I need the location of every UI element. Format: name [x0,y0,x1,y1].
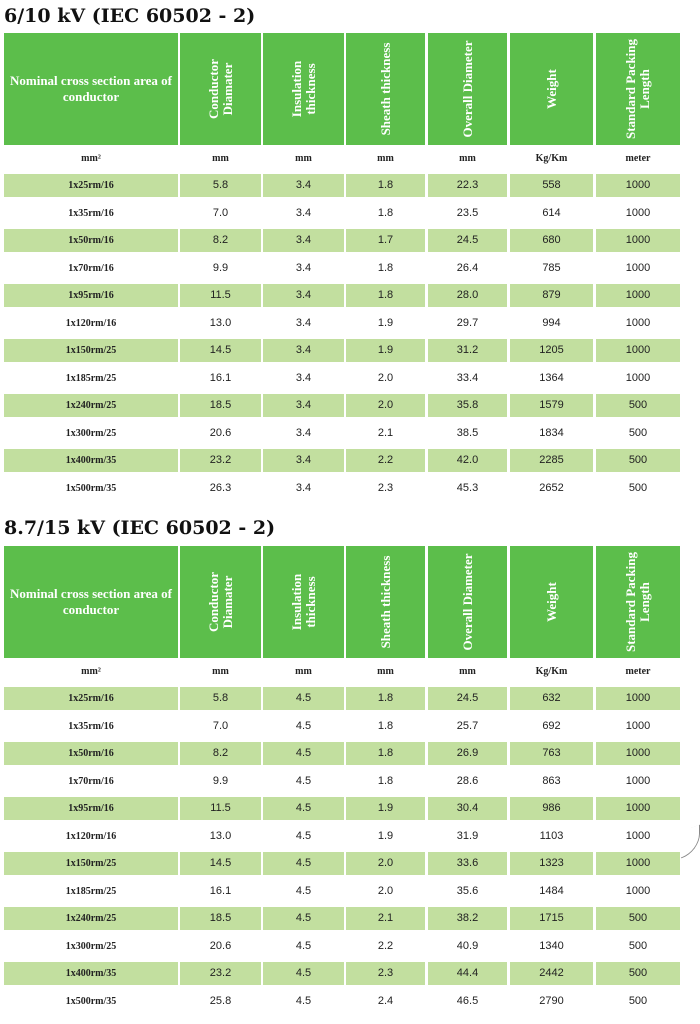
cell-overall-diameter: 30.4 [428,797,507,820]
table-row [4,686,680,714]
cell-packing-length: 1000 [625,719,651,732]
cell-weight: 763 [510,742,593,765]
table-row [4,201,680,229]
unit-overall: mm [459,666,476,677]
cell-insulation-thickness: 4.5 [295,719,312,732]
cell-cross-section: 1x70rm/16 [68,262,114,274]
header-standard-packing-length-label: Standard Packing Length [623,38,652,140]
section-title-6-10kv: 6/10 kV (IEC 60502 - 2) [4,5,256,27]
cell-weight: 863 [542,774,561,787]
cell-packing-length: 1000 [625,316,651,329]
cell-sheath-thickness: 1.7 [346,229,425,252]
cell-packing-length: 500 [596,907,680,930]
cell-conductor-diameter: 8.2 [180,229,261,252]
cell-weight: 879 [510,284,593,307]
unit-insulation: mm [295,666,312,677]
unit-weight: Kg/Km [535,666,568,677]
cell-cross-section: 1x300rm/25 [65,427,117,439]
cell-sheath-thickness: 1.9 [346,797,425,820]
unit-area: mm² [81,153,101,164]
header-overall-diameter-label: Overall Diameter [459,40,475,138]
cell-insulation-thickness: 4.5 [295,939,312,952]
table-row [4,741,680,769]
cell-insulation-thickness: 3.4 [263,284,344,307]
cell-cross-section: 1x185rm/25 [65,372,117,384]
table-row [4,934,680,962]
cell-cross-section: 1x95rm/16 [4,284,178,307]
cell-overall-diameter: 24.5 [428,687,507,710]
cell-conductor-diameter: 14.5 [180,852,261,875]
units-row [4,658,680,686]
cell-insulation-thickness: 3.4 [263,394,344,417]
cell-packing-length: 500 [628,481,648,494]
table-row [4,796,680,824]
header-sheath-thickness-label: Sheath thickness [377,555,393,649]
cell-packing-length: 1000 [596,174,680,197]
cell-weight: 1205 [510,339,593,362]
cell-insulation-thickness: 3.4 [295,316,312,329]
cell-insulation-thickness: 3.4 [263,449,344,472]
cell-conductor-diameter: 9.9 [212,261,229,274]
cell-sheath-thickness: 1.8 [377,206,394,219]
cell-conductor-diameter: 25.8 [209,994,232,1007]
cell-sheath-thickness: 2.4 [377,994,394,1007]
header-overall-diameter [428,546,507,658]
header-insulation-thickness [263,33,344,145]
section-title-8-7-15kv: 8.7/15 kV (IEC 60502 - 2) [4,517,276,539]
cell-conductor-diameter: 16.1 [209,884,232,897]
cell-weight: 1484 [539,884,564,897]
header-standard-packing-length [596,546,680,658]
unit-overall: mm [459,153,476,164]
cell-insulation-thickness: 4.5 [263,907,344,930]
table-row [4,228,680,256]
cell-packing-length: 500 [628,426,648,439]
cell-conductor-diameter: 20.6 [209,939,232,952]
cell-overall-diameter: 28.6 [456,774,479,787]
cell-cross-section: 1x50rm/16 [4,229,178,252]
cell-insulation-thickness: 3.4 [295,481,312,494]
cell-insulation-thickness: 3.4 [295,371,312,384]
cell-cross-section: 1x95rm/16 [4,797,178,820]
cell-cross-section: 1x35rm/16 [68,207,114,219]
cell-packing-length: 1000 [625,884,651,897]
header-conductor-diameter [180,546,261,658]
cell-overall-diameter: 33.4 [456,371,479,384]
table-row [4,256,680,284]
cell-conductor-diameter: 23.2 [180,962,261,985]
cell-weight: 986 [510,797,593,820]
cell-sheath-thickness: 1.8 [346,284,425,307]
cell-insulation-thickness: 4.5 [263,742,344,765]
cell-cross-section: 1x120rm/16 [65,830,117,842]
table-header [4,33,680,145]
cell-weight: 1579 [510,394,593,417]
table-row [4,476,680,504]
cell-overall-diameter: 35.6 [456,884,479,897]
header-weight-label: Weight [543,69,559,109]
cell-weight: 692 [542,719,561,732]
cell-overall-diameter: 26.4 [456,261,479,274]
cell-cross-section: 1x25rm/16 [4,687,178,710]
table-row [4,338,680,366]
cell-conductor-diameter: 18.5 [180,907,261,930]
cell-cross-section: 1x500rm/35 [65,482,117,494]
header-weight [510,546,593,658]
cell-packing-length: 1000 [596,852,680,875]
cell-weight: 680 [510,229,593,252]
header-sheath-thickness [346,546,425,658]
cell-packing-length: 1000 [596,742,680,765]
header-overall-diameter-label: Overall Diameter [459,553,475,651]
cell-weight: 1715 [510,907,593,930]
table-body [4,686,680,1016]
cell-cross-section: 1x400rm/35 [4,962,178,985]
cell-conductor-diameter: 7.0 [212,719,229,732]
cell-packing-length: 500 [596,394,680,417]
page-curl-decoration [681,825,700,859]
cell-sheath-thickness: 2.3 [346,962,425,985]
header-standard-packing-length [596,33,680,145]
unit-conductor: mm [212,666,229,677]
cell-overall-diameter: 28.0 [428,284,507,307]
cell-sheath-thickness: 2.1 [377,426,394,439]
cell-insulation-thickness: 3.4 [263,174,344,197]
cell-sheath-thickness: 2.3 [377,481,394,494]
cell-insulation-thickness: 4.5 [295,829,312,842]
cell-overall-diameter: 46.5 [456,994,479,1007]
cell-sheath-thickness: 2.1 [346,907,425,930]
cell-overall-diameter: 42.0 [428,449,507,472]
units-row [4,145,680,173]
cell-packing-length: 1000 [596,797,680,820]
cell-overall-diameter: 22.3 [428,174,507,197]
cell-cross-section: 1x25rm/16 [4,174,178,197]
table-row [4,769,680,797]
cell-weight: 632 [510,687,593,710]
cell-conductor-diameter: 14.5 [180,339,261,362]
cell-weight: 2790 [539,994,564,1007]
cell-insulation-thickness: 4.5 [263,687,344,710]
cell-overall-diameter: 45.3 [456,481,479,494]
cell-conductor-diameter: 11.5 [180,284,261,307]
cell-conductor-diameter: 5.8 [180,687,261,710]
cell-overall-diameter: 38.5 [456,426,479,439]
cell-conductor-diameter: 13.0 [209,829,232,842]
cell-weight: 1323 [510,852,593,875]
cell-cross-section: 1x70rm/16 [68,775,114,787]
header-sheath-thickness [346,33,425,145]
table-row [4,961,680,989]
cell-packing-length: 1000 [625,206,651,219]
cell-cross-section: 1x400rm/35 [4,449,178,472]
header-sheath-thickness-label: Sheath thickness [377,42,393,136]
unit-conductor: mm [212,153,229,164]
cell-cross-section: 1x185rm/25 [65,885,117,897]
cell-conductor-diameter: 9.9 [212,774,229,787]
cell-packing-length: 1000 [625,774,651,787]
header-nominal-cross-section: Nominal cross section area of conductor [4,33,178,145]
cable-table-8-7-15kv [4,546,680,1016]
cell-insulation-thickness: 4.5 [263,852,344,875]
cell-conductor-diameter: 26.3 [209,481,232,494]
header-insulation-thickness-label: Insulation thickness [288,573,318,631]
cell-overall-diameter: 35.8 [428,394,507,417]
cell-weight: 1834 [539,426,564,439]
cell-packing-length: 1000 [596,687,680,710]
cell-overall-diameter: 31.2 [428,339,507,362]
header-conductor-diameter-label: Conductor Diamater [205,572,235,632]
table-row [4,448,680,476]
table-row [4,714,680,742]
cell-cross-section: 1x150rm/25 [4,339,178,362]
cell-insulation-thickness: 3.4 [263,229,344,252]
unit-weight: Kg/Km [535,153,568,164]
cell-sheath-thickness: 1.9 [377,316,394,329]
cell-sheath-thickness: 2.0 [377,884,394,897]
cell-packing-length: 500 [596,449,680,472]
cell-packing-length: 1000 [596,339,680,362]
cell-insulation-thickness: 3.4 [263,339,344,362]
cell-weight: 1364 [539,371,564,384]
cell-overall-diameter: 38.2 [428,907,507,930]
table-row [4,824,680,852]
cell-cross-section: 1x300rm/25 [65,940,117,952]
table-body [4,173,680,503]
cell-cross-section: 1x35rm/16 [68,720,114,732]
cell-insulation-thickness: 3.4 [295,426,312,439]
cell-conductor-diameter: 23.2 [180,449,261,472]
cell-packing-length: 500 [628,939,648,952]
cell-sheath-thickness: 2.2 [377,939,394,952]
cell-weight: 2442 [510,962,593,985]
cell-sheath-thickness: 2.0 [377,371,394,384]
cell-packing-length: 1000 [596,284,680,307]
cell-packing-length: 1000 [596,229,680,252]
cell-cross-section: 1x240rm/25 [4,394,178,417]
cell-cross-section: 1x120rm/16 [65,317,117,329]
unit-insulation: mm [295,153,312,164]
cell-insulation-thickness: 4.5 [263,962,344,985]
cell-overall-diameter: 24.5 [428,229,507,252]
cell-overall-diameter: 31.9 [456,829,479,842]
cell-cross-section: 1x240rm/25 [4,907,178,930]
cell-weight: 2285 [510,449,593,472]
table-row [4,851,680,879]
cell-sheath-thickness: 1.8 [346,687,425,710]
table-row [4,283,680,311]
cell-insulation-thickness: 4.5 [295,774,312,787]
header-overall-diameter [428,33,507,145]
cell-insulation-thickness: 4.5 [295,994,312,1007]
cell-weight: 2652 [539,481,564,494]
unit-area: mm² [81,666,101,677]
cell-packing-length: 500 [596,962,680,985]
cell-weight: 785 [542,261,561,274]
unit-sheath: mm [377,666,394,677]
header-insulation-thickness-label: Insulation thickness [288,60,318,118]
cell-conductor-diameter: 11.5 [180,797,261,820]
cell-sheath-thickness: 1.9 [377,829,394,842]
table-row [4,366,680,394]
header-insulation-thickness [263,546,344,658]
cell-packing-length: 1000 [625,371,651,384]
cell-overall-diameter: 33.6 [428,852,507,875]
cell-cross-section: 1x50rm/16 [4,742,178,765]
header-weight [510,33,593,145]
cable-table-6-10kv [4,33,680,503]
cell-insulation-thickness: 4.5 [263,797,344,820]
cell-insulation-thickness: 3.4 [295,261,312,274]
cell-conductor-diameter: 8.2 [180,742,261,765]
header-nominal-cross-section: Nominal cross section area of conductor [4,546,178,658]
header-conductor-diameter-label: Conductor Diamater [205,59,235,119]
header-weight-label: Weight [543,582,559,622]
cell-weight: 614 [542,206,561,219]
cell-cross-section: 1x150rm/25 [4,852,178,875]
table-row [4,989,680,1017]
cell-conductor-diameter: 13.0 [209,316,232,329]
table-header [4,546,680,658]
unit-packing: meter [625,153,651,164]
unit-sheath: mm [377,153,394,164]
cell-insulation-thickness: 4.5 [295,884,312,897]
cell-conductor-diameter: 20.6 [209,426,232,439]
cell-weight: 1340 [539,939,564,952]
table-row [4,393,680,421]
cell-sheath-thickness: 1.9 [346,339,425,362]
table-row [4,421,680,449]
header-standard-packing-length-label: Standard Packing Length [623,551,652,653]
cell-overall-diameter: 26.9 [428,742,507,765]
table-row [4,173,680,201]
cell-cross-section: 1x500rm/35 [65,995,117,1007]
cell-conductor-diameter: 7.0 [212,206,229,219]
cell-weight: 558 [510,174,593,197]
cell-sheath-thickness: 1.8 [377,774,394,787]
cell-sheath-thickness: 2.2 [346,449,425,472]
cell-sheath-thickness: 2.0 [346,852,425,875]
cell-overall-diameter: 25.7 [456,719,479,732]
cell-overall-diameter: 44.4 [428,962,507,985]
cell-packing-length: 1000 [625,829,651,842]
cell-packing-length: 1000 [625,261,651,274]
header-conductor-diameter [180,33,261,145]
cell-insulation-thickness: 3.4 [295,206,312,219]
table-row [4,879,680,907]
cell-packing-length: 500 [628,994,648,1007]
table-row [4,311,680,339]
cell-sheath-thickness: 1.8 [377,719,394,732]
cell-weight: 994 [542,316,561,329]
cell-conductor-diameter: 5.8 [180,174,261,197]
cell-overall-diameter: 23.5 [456,206,479,219]
cell-sheath-thickness: 1.8 [346,742,425,765]
cell-conductor-diameter: 18.5 [180,394,261,417]
cell-overall-diameter: 29.7 [456,316,479,329]
cell-overall-diameter: 40.9 [456,939,479,952]
cell-weight: 1103 [539,829,564,842]
cell-conductor-diameter: 16.1 [209,371,232,384]
cell-sheath-thickness: 1.8 [377,261,394,274]
table-row [4,906,680,934]
cell-sheath-thickness: 2.0 [346,394,425,417]
unit-packing: meter [625,666,651,677]
cell-sheath-thickness: 1.8 [346,174,425,197]
